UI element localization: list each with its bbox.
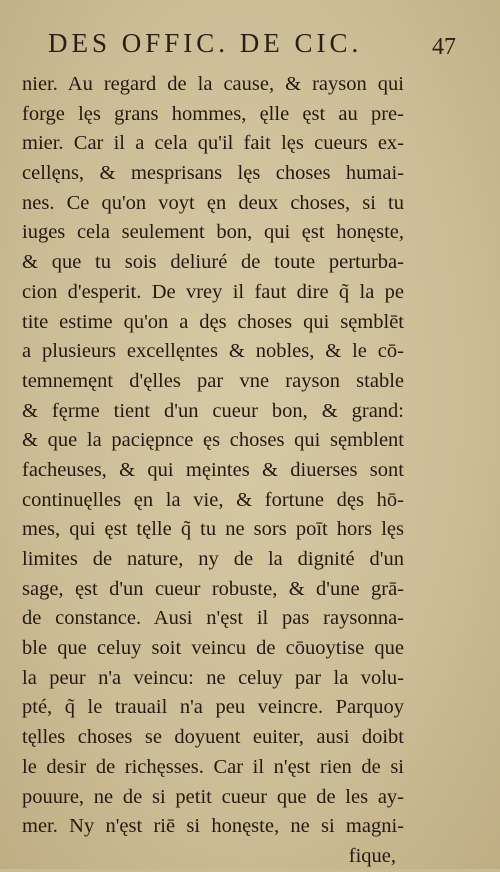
page-header <box>46 28 456 64</box>
text-line: le desir de richęsses. Car il n'ęst rien de si <box>22 755 404 778</box>
text-line: forge lęs grans hommes, ęlle ęst au pre- <box>22 102 404 125</box>
text-line: & fęrme tient d'un cueur bon, & grand: <box>22 399 404 422</box>
text-line: cellęns, & mesprisans lęs choses humai- <box>22 162 404 185</box>
text-line: mes, qui ęst tęlle q̃ tu ne sors poīt hors lęs <box>22 518 404 541</box>
text-line: iuges cela seulement bon, qui ęst honęste, <box>22 221 404 244</box>
catchword: fique, <box>348 844 396 867</box>
text-line: & que tu sois deliuré de toute perturba- <box>22 251 404 274</box>
text-line: nier. Au regard de la cause, & rayson qui <box>22 73 404 95</box>
text-line: nes. Ce qu'on voyt ęn deux choses, si tu <box>22 191 404 214</box>
text-line: pté, q̃ le trauail n'a peu veincre. Parquoy <box>22 696 404 719</box>
text-line: limites de nature, ny de la dignité d'un <box>22 548 404 570</box>
text-line: a plusieurs excellęntes & nobles, & le cō- <box>22 340 404 363</box>
text-line: facheuses, & qui męintes & diuerses sont <box>22 458 404 481</box>
text-line: sage, ęst d'un cueur robuste, & d'une grā- <box>22 577 404 600</box>
text-line: mier. Car il a cela qu'il fait lęs cueurs ex- <box>22 132 404 155</box>
text-line: pouure, ne de si petit cueur que de les ay- <box>22 785 404 808</box>
text-line: de constance. Ausi n'ęst il pas raysonna- <box>22 607 404 630</box>
body-text <box>22 70 404 872</box>
text-line: tęlles choses se doyuent euiter, ausi doibt <box>22 726 404 749</box>
text-line: la peur n'a veincu: ne celuy par la volu- <box>22 666 404 689</box>
text-line: mer. Ny n'ęst riē si honęste, ne si magni- <box>22 815 404 838</box>
text-line: & que la paciępnce ęs choses qui sęmblent <box>22 429 404 452</box>
text-line: cion d'esperit. De vrey il faut dire q̃ la pe <box>22 280 404 303</box>
text-line: temnemęnt d'ęlles par vne rayson stable <box>22 369 404 392</box>
text-line: ble que celuy soit veincu de cōuoytise que <box>22 637 404 660</box>
text-line: continuęlles ęn la vie, & fortune dęs hō- <box>22 488 404 511</box>
text-line: tite estime qu'on a dęs choses qui sęmblēt <box>22 310 404 333</box>
running-head: DES OFFIC. DE CIC. <box>48 28 363 58</box>
page-number: 47 <box>432 34 456 60</box>
